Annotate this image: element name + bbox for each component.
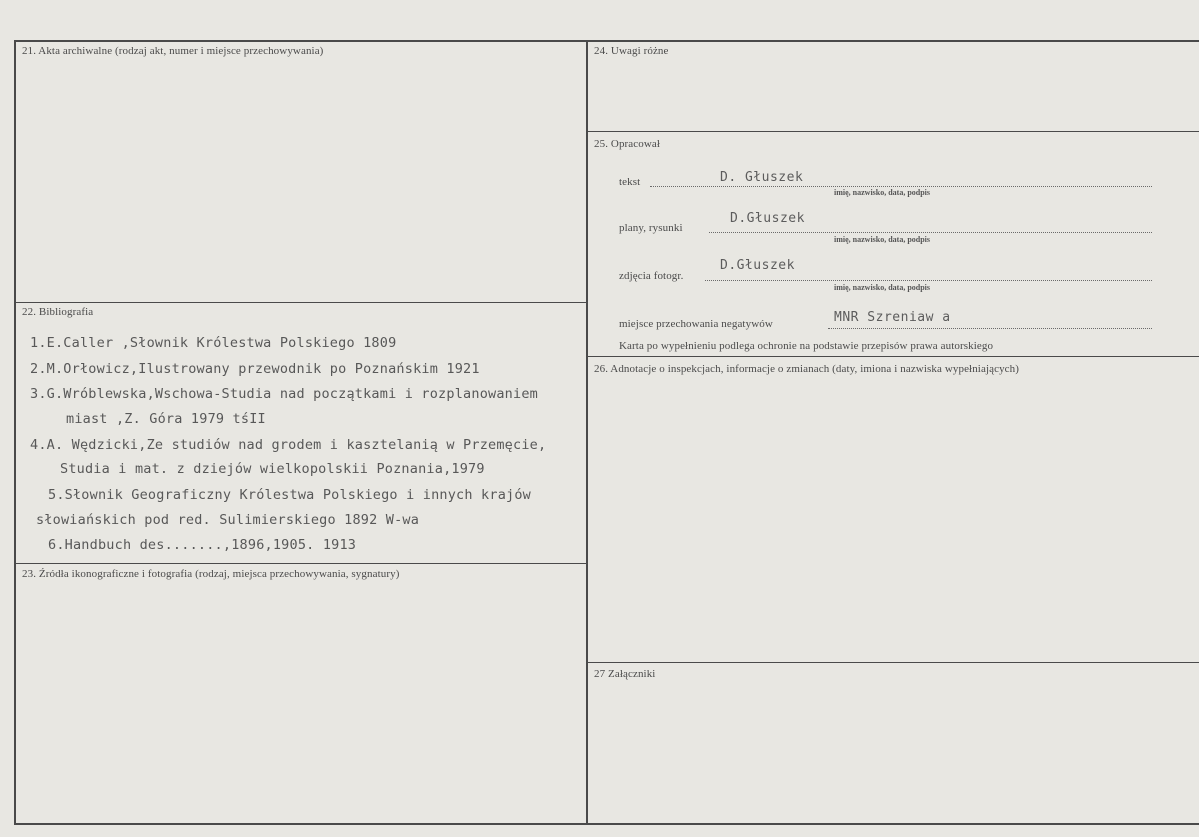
zdjecia-label: zdjęcia fotogr. (619, 270, 684, 282)
section-22-label: 22. Bibliografia (22, 306, 94, 318)
tekst-dotline (650, 186, 1152, 187)
zdjecia-caption: imię, nazwisko, data, podpis (834, 283, 931, 292)
section-25-label: 25. Opracował (594, 138, 661, 150)
bibliography-line: 5.Słownik Geograficzny Królestwa Polskiego i innych krajów (48, 487, 532, 503)
divider-24-25 (586, 131, 1199, 132)
left-border (14, 40, 16, 825)
divider-25-26 (586, 356, 1199, 357)
tekst-caption: imię, nazwisko, data, podpis (834, 188, 931, 197)
section-23-label: 23. Źródła ikonograficzne i fotografia (rodzaj, miejsca przechowywania, sygnatury) (22, 568, 400, 580)
section-24-label: 24. Uwagi różne (594, 45, 669, 57)
section-27-label: 27 Załączniki (594, 668, 656, 680)
bibliography-line: 4.A. Wędzicki,Ze studiów nad grodem i kasztelanią w Przemęcie, (30, 437, 547, 453)
bibliography-line: 2.M.Orłowicz,Ilustrowany przewodnik po Poznańskim 1921 (30, 361, 480, 377)
zdjecia-dotline (705, 280, 1152, 281)
plany-dotline (709, 232, 1152, 233)
bibliography-line: Studia i mat. z dziejów wielkopolskii Poznania,1979 (60, 461, 485, 477)
negatywy-label: miejsce przechowania negatywów (619, 318, 773, 330)
section-21-label: 21. Akta archiwalne (rodzaj akt, numer i miejsce przechowywania) (22, 45, 324, 57)
bibliography-line: 6.Handbuch des.......,1896,1905. 1913 (48, 537, 357, 553)
plany-caption: imię, nazwisko, data, podpis (834, 235, 931, 244)
bibliography-line: 1.E.Caller ,Słownik Królestwa Polskiego 1809 (30, 335, 397, 351)
section-26-label: 26. Adnotacje o inspekcjach, informacje o zmianach (daty, imiona i nazwiska wypełniających) (594, 363, 1020, 375)
bibliography-line: 3.G.Wróblewska,Wschowa-Studia nad początkami i rozplanowaniem (30, 386, 538, 402)
tekst-label: tekst (619, 176, 641, 188)
zdjecia-value: D.Głuszek (720, 258, 795, 273)
bibliography-line: słowiańskich pod red. Sulimierskiego 1892 W-wa (36, 512, 420, 528)
negatywy-value: MNR Szreniaw a (834, 310, 951, 325)
divider-26-27 (586, 662, 1199, 663)
copyright-note: Karta po wypełnieniu podlega ochronie na podstawie przepisów prawa autorskiego (619, 340, 994, 352)
divider-21-22 (14, 302, 586, 303)
divider-22-23 (14, 563, 586, 564)
negatywy-dotline (828, 328, 1152, 329)
bottom-border (14, 823, 1199, 825)
center-divider (586, 40, 588, 825)
plany-value: D.Głuszek (730, 211, 805, 226)
top-border (14, 40, 1199, 42)
bibliography-line: miast ,Z. Góra 1979 tśII (66, 411, 266, 427)
tekst-value: D. Głuszek (720, 170, 804, 185)
plany-label: plany, rysunki (619, 222, 683, 234)
